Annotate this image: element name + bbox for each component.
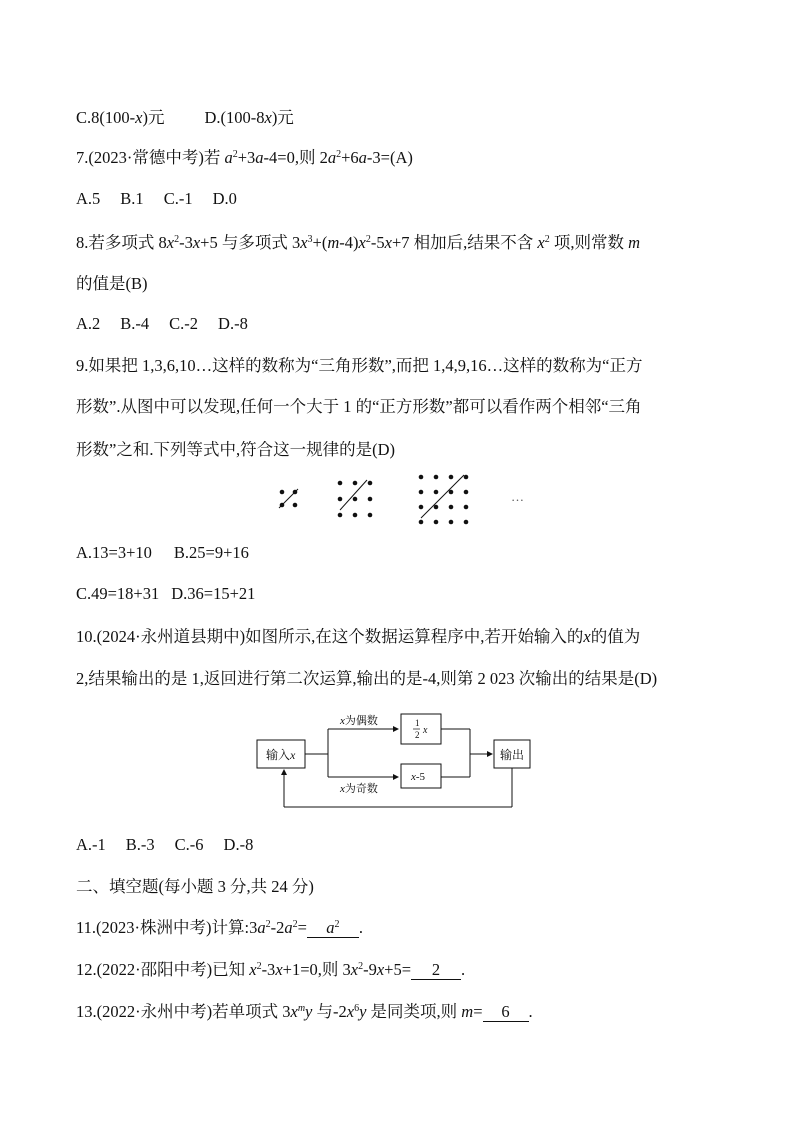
q7-option-b: B.1	[120, 189, 144, 208]
svg-text:输入x: 输入x	[266, 748, 296, 762]
q10-option-a: A.-1	[76, 835, 106, 854]
q8-stem-line2: 的值是(B)	[76, 274, 148, 293]
q7-option-c: C.-1	[163, 189, 193, 208]
q10-option-c: C.-6	[174, 835, 204, 854]
q10-flowchart	[256, 706, 536, 812]
q11-stem: 11.(2023·株洲中考)计算$:3a^2-2a^2= a^2$ .	[76, 918, 364, 937]
q10-option-d: D.-8	[223, 835, 254, 854]
q10-stem-line2: 2,结果输出的是 1,返回进行第二次运算,输出的是-4,则第 2 023 次输出的结果是(D)	[76, 669, 658, 688]
svg-text:2: 2	[415, 730, 420, 740]
q9-stem-line1: 9.如果把 1,3,6,10…这样的数称为“三角形数”,而把 1,4,9,16…这样的数称为“正方	[76, 356, 643, 375]
svg-text:x-5: x-5	[411, 771, 426, 783]
q12-answer-blank: 2	[411, 961, 461, 980]
q8-options	[76, 314, 248, 334]
q10-options	[76, 835, 253, 855]
q9-dot-figure	[270, 472, 540, 528]
q12-stem: 12.(2022·邵阳中考)已知 $x^2-3x+1=0$,则 $3x^2-9x+5= 2$ .	[76, 960, 466, 979]
q13-stem: 13.(2022·永州中考)若单项式 $3x^my$ 与$-2x^6y$ 是同类项,则 m= 6 .	[76, 1002, 533, 1021]
q7-stem: 7.(2023·常德中考)若 $a^2+3a-4=0$,则 $2a^2+6a-3=(A)$	[76, 148, 413, 167]
q8-stem-line1: 8.若多项式 $8x^2-3x+5$ 与多项式 $3x^3+(m-4)x^2-5x+7$ 相加后,结果不含 $x^2$ 项,则常数 m	[76, 233, 640, 252]
q8-option-b: B.-4	[120, 314, 150, 333]
svg-text:1: 1	[415, 718, 420, 728]
svg-text:x: x	[423, 725, 428, 736]
q10-stem-line1: 10.(2024·永州道县期中)如图所示,在这个数据运算程序中,若开始输入的x的值为	[76, 627, 641, 646]
svg-text:输出: 输出	[500, 748, 525, 762]
section-2-heading: 二、填空题(每小题 3 分,共 24 分)	[76, 877, 314, 896]
q6-option-d: D.(100-8x)元	[204, 108, 294, 127]
q8-option-a: A.2	[76, 314, 101, 333]
flow-half-box	[401, 714, 441, 744]
q11-answer-blank: $a^2$	[307, 919, 359, 938]
flow-even-label: x为偶数	[340, 715, 378, 727]
q7-option-d: D.0	[212, 189, 237, 208]
q9-stem-line3: 形数”之和.下列等式中,符合这一规律的是(D)	[76, 440, 395, 459]
q9-option-b: B.25=9+16	[173, 543, 249, 562]
q9-ellipsis: …	[511, 489, 524, 504]
q9-option-d: D.36=15+21	[171, 584, 256, 603]
q10-option-b: B.-3	[125, 835, 155, 854]
flow-odd-label: x为奇数	[340, 783, 378, 795]
q8-option-c: C.-2	[169, 314, 199, 333]
q13-answer-blank: 6	[483, 1003, 529, 1022]
q9-stem-line2: 形数”.从图中可以发现,任何一个大于 1 的“正方形数”都可以看作两个相邻“三角	[76, 397, 642, 416]
q9-option-c: C.49=18+31	[76, 584, 160, 603]
q9-options-row1	[76, 543, 249, 563]
q9-options-row2	[76, 584, 255, 604]
q7-option-a: A.5	[76, 189, 101, 208]
q8-option-d: D.-8	[218, 314, 248, 333]
q6-options	[76, 108, 294, 128]
q7-options	[76, 189, 237, 209]
q6-option-c: C.8(100-x)元	[76, 108, 165, 127]
q9-option-a: A.13=3+10	[76, 543, 152, 562]
